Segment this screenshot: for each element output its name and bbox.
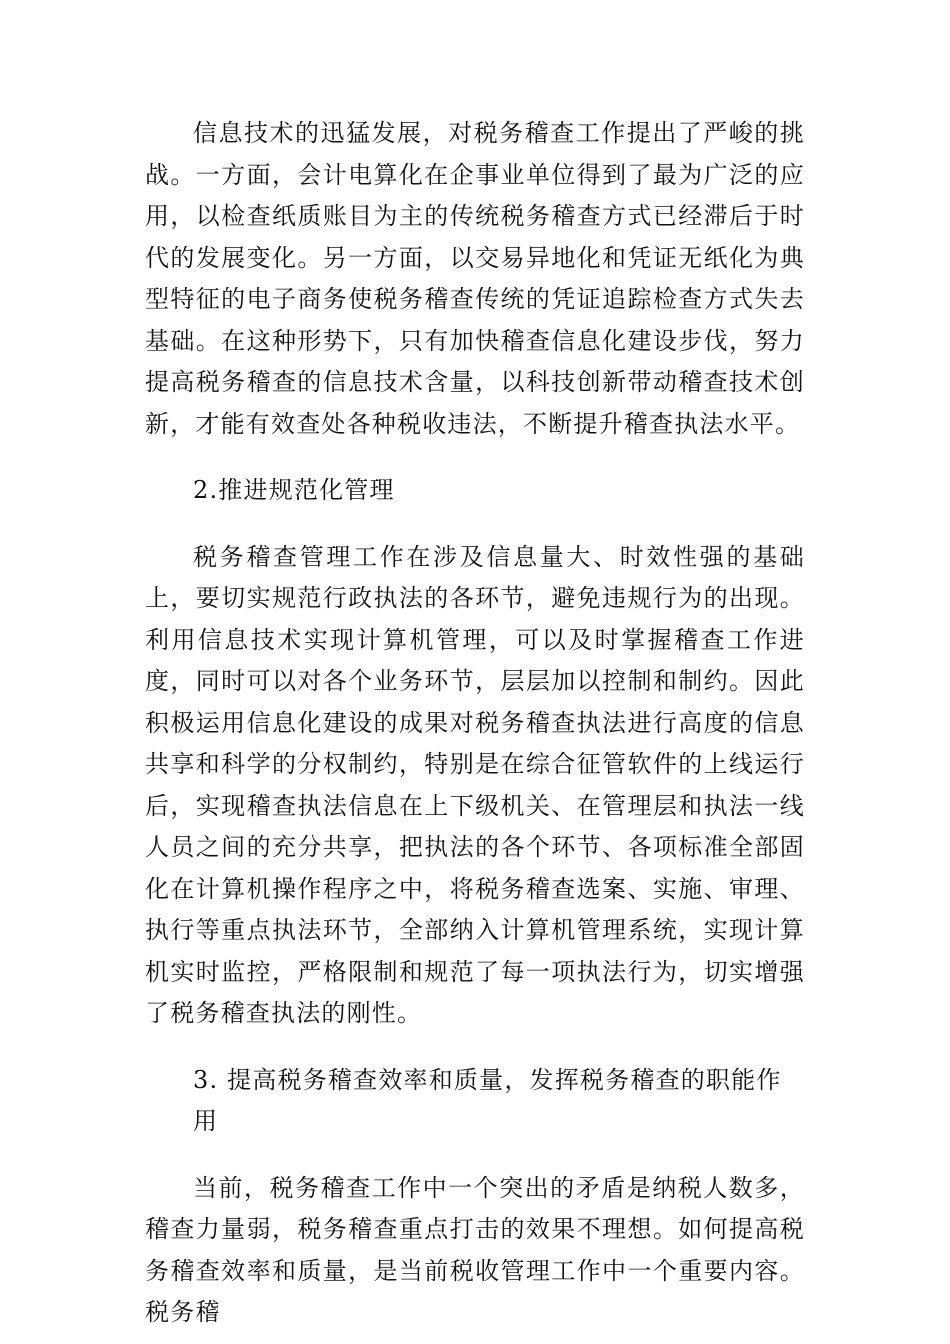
paragraph-standardized-management: 税务稽查管理工作在涉及信息量大、时效性强的基础上，要切实规范行政执法的各环节，避免违规行为的出现。利用信息技术实现计算机管理，可以及时掌握稽查工作进度，同时可以对各个业务环节，层层加以控制和制约。因此积极运用信息化建设的成果对税务稽查执法进行高度的信息共享和科学的分权制约，特别是在综合征管软件的上线运行后，实现稽查执法信息在上下级机关、在管理层和执法一线人员之间的充分共享，把执法的各个环节、各项标准全部固化在计算机操作程序之中，将税务稽查选案、实施、审理、执行等重点执法环节，全部纳入计算机管理系统，实现计算机实时监控，严格限制和规范了每一项执法行为，切实增强了税务稽查执法的刚性。 [145,542,805,1027]
paragraph-information-technology: 信息技术的迅猛发展，对税务稽查工作提出了严峻的挑战。一方面，会计电算化在企事业单位得到了最为广泛的应用，以检查纸质账目为主的传统税务稽查方式已经滞后于时代的发展变化。另一方面，以交易异地化和凭证无纸化为典型特征的电子商务使税务稽查传统的凭证追踪检查方式失去基础。在这种形势下，只有加快稽查信息化建设步伐，努力提高税务稽查的信息技术含量，以科技创新带动稽查技术创新，才能有效查处各种税收违法，不断提升稽查执法水平。 [145,119,805,438]
paragraph-efficiency-quality: 当前，税务稽查工作中一个突出的矛盾是纳税人数多，稽查力量弱，税务稽查重点打击的效果不理想。如何提高税务稽查效率和质量，是当前税收管理工作中一个重要内容。税务稽 [145,1173,805,1326]
section-heading-standardized-management: 2.推进规范化管理 [193,476,395,504]
document-body [145,113,805,1334]
section-heading-efficiency-quality: 3. 提高税务稽查效率和质量，发挥税务稽查的职能作用 [193,1065,782,1135]
